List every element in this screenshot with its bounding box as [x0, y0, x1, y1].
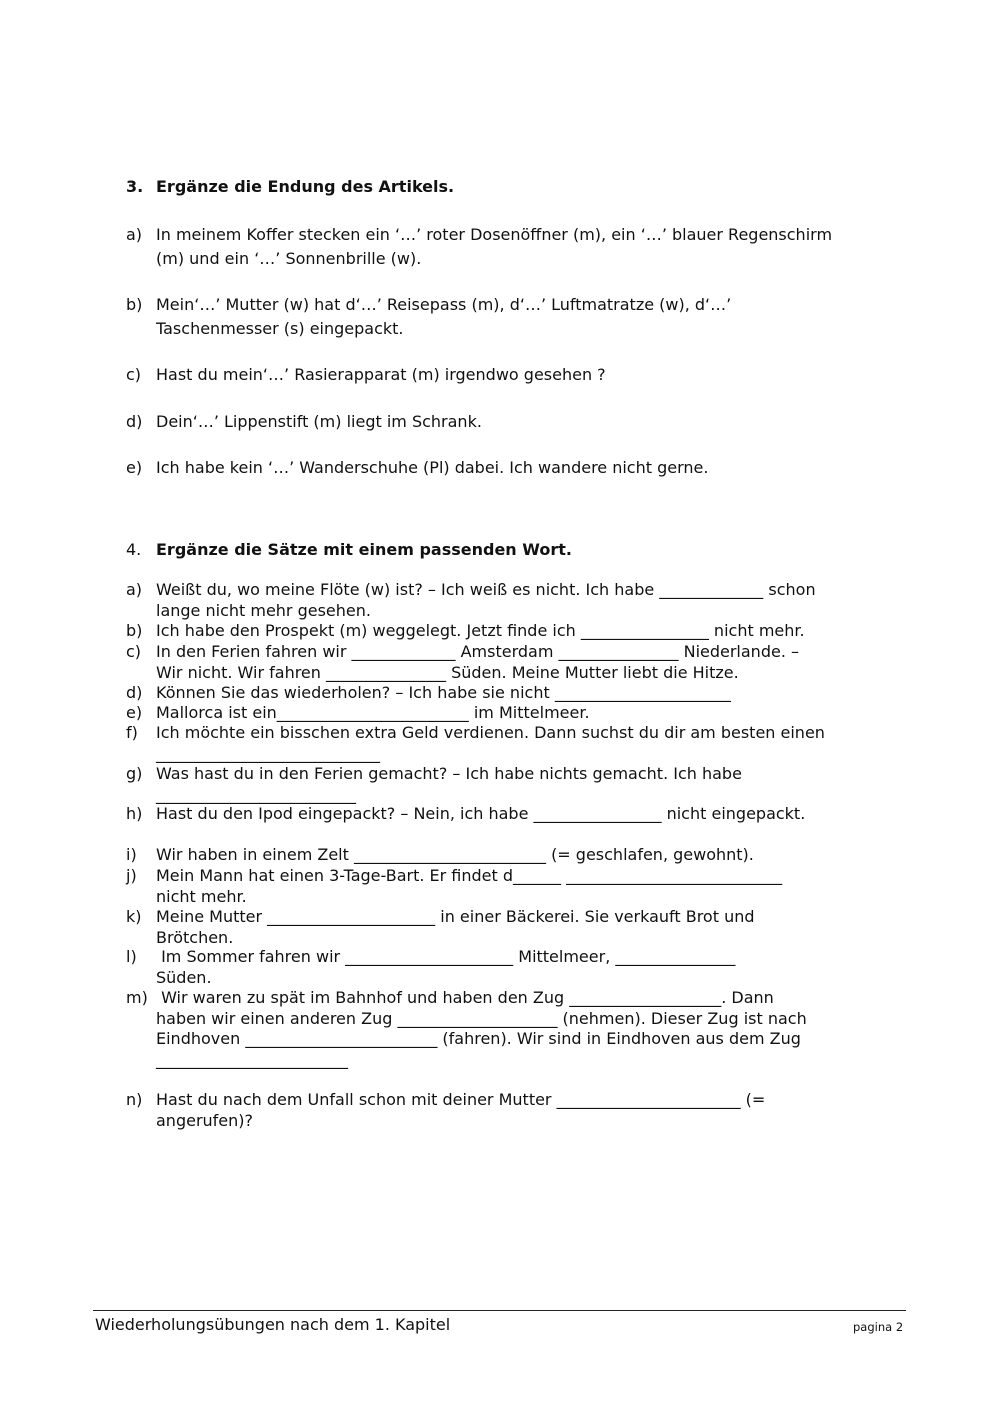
- item-line: _________________________: [156, 784, 356, 804]
- item-label: b): [126, 621, 143, 640]
- section-4-title: Ergänze die Sätze mit einem passenden Wort.: [156, 540, 572, 559]
- item-line: Hast du nach dem Unfall schon mit deiner Mutter _______________________ (=: [156, 1090, 766, 1109]
- item-line: Wir nicht. Wir fahren _______________ Süden. Meine Mutter liebt die Hitze.: [156, 662, 739, 682]
- item-label: m): [126, 988, 148, 1007]
- exercise-4b: [126, 621, 805, 642]
- item-line: Süden.: [156, 967, 212, 987]
- item-line: Mein Mann hat einen 3-Tage-Bart. Er findet d______ ___________________________: [156, 866, 783, 885]
- exercise-4a: [126, 580, 816, 621]
- item-label: b): [126, 295, 143, 314]
- item-label: n): [126, 1090, 143, 1109]
- item-line: Ich möchte ein bisschen extra Geld verdienen. Dann suchst du dir am besten einen: [156, 723, 825, 742]
- item-label: e): [126, 703, 143, 722]
- item-line: Ich habe den Prospekt (m) weggelegt. Jetzt finde ich ________________ nicht mehr.: [156, 621, 805, 640]
- item-line: Wir haben in einem Zelt ________________________ (= geschlafen, gewohnt).: [156, 845, 754, 864]
- item-line: Hast du mein‘…’ Rasierapparat (m) irgendwo gesehen ?: [156, 365, 606, 384]
- section-4-number: 4.: [126, 540, 142, 559]
- item-label: c): [126, 365, 142, 384]
- page-number: pagina 2: [853, 1320, 904, 1334]
- item-line: Wir waren zu spät im Bahnhof und haben den Zug ___________________. Dann: [156, 988, 774, 1007]
- item-label: l): [126, 947, 137, 966]
- item-line: In meinem Koffer stecken ein ‘…’ roter Dosenöffner (m), ein ‘…’ blauer Regenschirm: [156, 225, 833, 244]
- item-label: d): [126, 683, 143, 702]
- item-line: Mein‘…’ Mutter (w) hat d‘…’ Reisepass (m), d‘…’ Luftmatratze (w), d‘…’: [156, 295, 732, 314]
- item-label: c): [126, 642, 142, 661]
- exercise-4l: [126, 947, 735, 988]
- exercise-4k: [126, 907, 755, 948]
- section-3-heading: [126, 177, 454, 196]
- exercise-3a: [126, 225, 832, 269]
- item-line: Brötchen.: [156, 927, 234, 947]
- item-label: e): [126, 458, 143, 477]
- item-line: ________________________: [156, 1049, 348, 1069]
- item-label: j): [126, 866, 137, 885]
- item-line: Mallorca ist ein________________________ im Mittelmeer.: [156, 703, 590, 722]
- item-line: nicht mehr.: [156, 886, 247, 906]
- exercise-4i: [126, 845, 754, 866]
- exercise-4j: [126, 866, 782, 907]
- item-line: haben wir einen anderen Zug ____________________ (nehmen). Dieser Zug ist nach: [156, 1008, 807, 1028]
- item-label: d): [126, 412, 143, 431]
- item-line: Meine Mutter _____________________ in einer Bäckerei. Sie verkauft Brot und: [156, 907, 755, 926]
- item-line: In den Ferien fahren wir _____________ Amsterdam _______________ Niederlande. –: [156, 642, 799, 661]
- item-line: Hast du den Ipod eingepackt? – Nein, ich habe ________________ nicht eingepackt.: [156, 804, 806, 823]
- item-label: k): [126, 907, 142, 926]
- section-3-number: 3.: [126, 177, 144, 196]
- exercise-3d: [126, 412, 482, 433]
- item-line: lange nicht mehr gesehen.: [156, 600, 371, 620]
- item-line: Können Sie das wiederholen? – Ich habe sie nicht ______________________: [156, 683, 731, 702]
- exercise-3c: [126, 365, 606, 386]
- item-label: h): [126, 804, 143, 823]
- exercise-4d: [126, 683, 731, 704]
- item-line: (m) und ein ‘…’ Sonnenbrille (w).: [156, 248, 422, 268]
- item-label: i): [126, 845, 137, 864]
- exercise-4g: [126, 764, 742, 805]
- footer-divider: [93, 1310, 906, 1311]
- item-label: a): [126, 225, 143, 244]
- exercise-4h: [126, 804, 805, 825]
- section-3-title: Ergänze die Endung des Artikels.: [156, 177, 455, 196]
- item-line: Ich habe kein ‘…’ Wanderschuhe (Pl) dabei. Ich wandere nicht gerne.: [156, 458, 709, 477]
- item-line: Dein‘…’ Lippenstift (m) liegt im Schrank.: [156, 412, 482, 431]
- item-label: g): [126, 764, 143, 783]
- item-line: Eindhoven ________________________ (fahren). Wir sind in Eindhoven aus dem Zug: [156, 1029, 801, 1048]
- section-4-heading: [126, 540, 572, 559]
- exercise-3e: [126, 458, 708, 479]
- exercise-3b: [126, 295, 731, 339]
- exercise-4c: [126, 642, 799, 683]
- exercise-4e: [126, 703, 590, 724]
- item-line: angerufen)?: [156, 1110, 254, 1130]
- footer-title: Wiederholungsübungen nach dem 1. Kapitel: [95, 1315, 451, 1334]
- item-line: Was hast du in den Ferien gemacht? – Ich habe nichts gemacht. Ich habe: [156, 764, 742, 783]
- item-label: f): [126, 723, 138, 742]
- item-line: Taschenmesser (s) eingepackt.: [156, 318, 404, 338]
- exercise-4m: [126, 988, 807, 1070]
- item-line: ____________________________: [156, 743, 380, 763]
- exercise-4f: [126, 723, 825, 764]
- item-label: a): [126, 580, 143, 599]
- item-line: Weißt du, wo meine Flöte (w) ist? – Ich weiß es nicht. Ich habe _____________ schon: [156, 580, 816, 599]
- item-line: Im Sommer fahren wir _____________________ Mittelmeer, _______________: [156, 947, 736, 966]
- exercise-4n: [126, 1090, 765, 1131]
